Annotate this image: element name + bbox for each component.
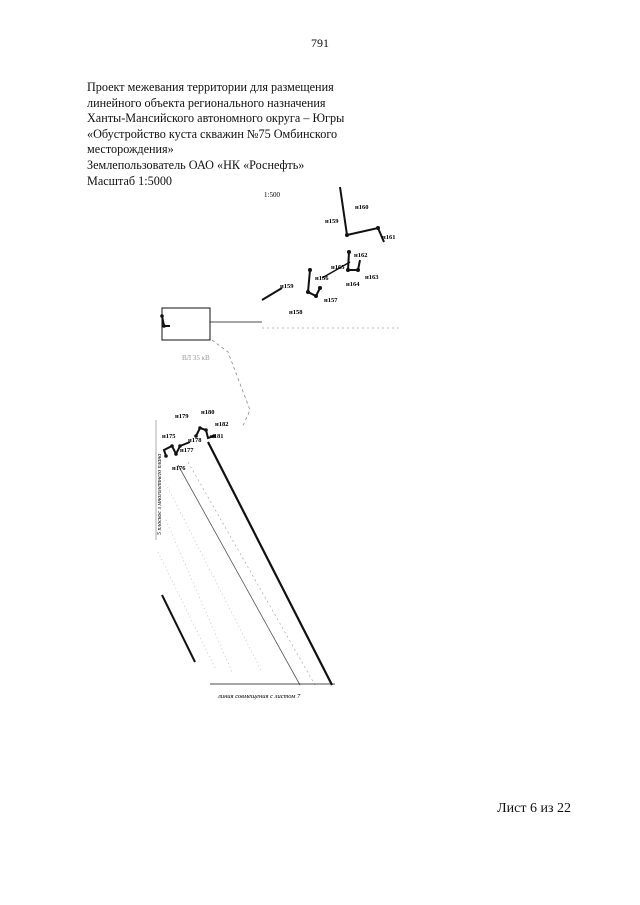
point-label: н175: [162, 433, 176, 440]
point-label: н156: [315, 275, 329, 282]
survey-plan: [150, 180, 410, 705]
point-label: н182: [215, 421, 229, 428]
corridor-inner-line-3: [164, 480, 262, 672]
page-number: 791: [311, 36, 329, 50]
point-label: н163: [365, 274, 379, 281]
corridor-edge-right: [208, 442, 332, 685]
header-line-6: Землепользователь ОАО «НК «Роснефть»: [87, 157, 305, 172]
scale-inset-label: 1:500: [264, 191, 280, 199]
header-line-3: Ханты-Мансийского автономного округа – Югры: [87, 111, 345, 126]
header-line-4: «Обустройство куста скважин №75 Омбинского: [87, 126, 338, 141]
corridor-inner-line-5: [158, 552, 216, 670]
point-label: н177: [180, 447, 194, 454]
corridor-inner-line-1: [178, 465, 300, 685]
point-label: н176: [172, 465, 186, 472]
header-line-7: Масштаб 1:5000: [87, 173, 173, 188]
point-label: н161: [382, 234, 396, 241]
well-pad-outline: [162, 308, 210, 340]
side-label: 5 плоскос з многолетнего плана: [157, 453, 163, 535]
point-label: н178: [188, 437, 202, 444]
point-label: н158: [289, 309, 303, 316]
point-label: н165: [331, 264, 345, 271]
header-line-5: месторождения»: [87, 142, 174, 157]
header-line-1: Проект межевания территории для размещения: [87, 80, 334, 94]
header-line-2: линейного объекта регионального назначения: [87, 95, 326, 110]
power-line: [212, 340, 250, 428]
upper-point-markers: [306, 226, 380, 298]
match-line-label: линия совмещения с листом 7: [218, 693, 301, 700]
point-label: н159: [280, 283, 294, 290]
corridor-edge-left: [162, 595, 195, 662]
point-label: н164: [346, 281, 360, 288]
point-label: н181: [210, 433, 224, 440]
point-label: н179: [175, 413, 189, 420]
point-label: н162: [354, 252, 368, 259]
boundary-upper-4: [262, 288, 282, 300]
survey-plan-drawing: [150, 180, 410, 705]
corridor-inner-line-4: [166, 520, 232, 672]
point-label: н160: [355, 204, 369, 211]
point-label: н159: [325, 218, 339, 225]
power-line-label: ВЛ 35 кВ: [182, 354, 210, 362]
point-label: н157: [324, 297, 338, 304]
sheet-label: Лист 6 из 22: [497, 801, 571, 816]
point-label: н180: [201, 409, 215, 416]
document-header: [87, 80, 387, 189]
